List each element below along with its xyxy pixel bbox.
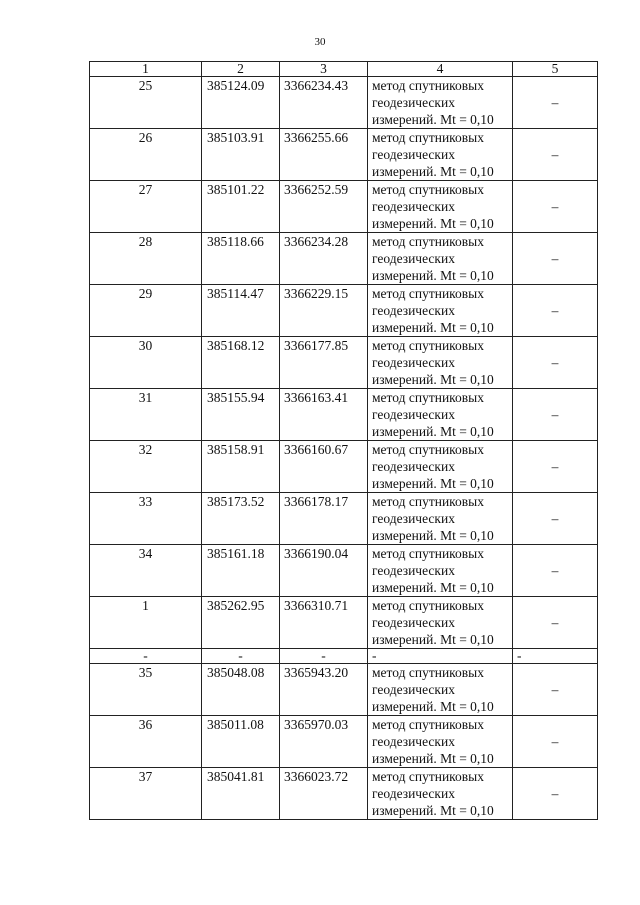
note-cell: – bbox=[513, 597, 598, 649]
separator-cell: - bbox=[368, 649, 513, 664]
point-number-cell: 25 bbox=[90, 77, 202, 129]
y-coordinate-cell: 3366178.17 bbox=[280, 493, 368, 545]
method-cell: метод спутниковых геодезических измерений. Mt = 0,10 bbox=[368, 597, 513, 649]
x-coordinate-cell: 385048.08 bbox=[202, 664, 280, 716]
x-coordinate-cell: 385011.08 bbox=[202, 716, 280, 768]
y-coordinate-cell: 3366190.04 bbox=[280, 545, 368, 597]
y-coordinate-cell: 3366234.28 bbox=[280, 233, 368, 285]
method-cell: метод спутниковых геодезических измерений. Mt = 0,10 bbox=[368, 233, 513, 285]
note-cell: – bbox=[513, 441, 598, 493]
header-col-5: 5 bbox=[513, 62, 598, 77]
method-cell: метод спутниковых геодезических измерений. Mt = 0,10 bbox=[368, 545, 513, 597]
table-row bbox=[90, 337, 598, 389]
table-row bbox=[90, 389, 598, 441]
y-coordinate-cell: 3366252.59 bbox=[280, 181, 368, 233]
table-header-row bbox=[90, 62, 598, 77]
separator-cell: - bbox=[90, 649, 202, 664]
method-cell: метод спутниковых геодезических измерений. Mt = 0,10 bbox=[368, 768, 513, 820]
note-cell: – bbox=[513, 285, 598, 337]
method-cell: метод спутниковых геодезических измерений. Mt = 0,10 bbox=[368, 664, 513, 716]
note-cell: – bbox=[513, 545, 598, 597]
method-cell: метод спутниковых геодезических измерений. Mt = 0,10 bbox=[368, 77, 513, 129]
table-row bbox=[90, 493, 598, 545]
y-coordinate-cell: 3366229.15 bbox=[280, 285, 368, 337]
note-cell: – bbox=[513, 493, 598, 545]
separator-cell: - bbox=[202, 649, 280, 664]
method-cell: метод спутниковых геодезических измерений. Mt = 0,10 bbox=[368, 181, 513, 233]
x-coordinate-cell: 385118.66 bbox=[202, 233, 280, 285]
method-cell: метод спутниковых геодезических измерений. Mt = 0,10 bbox=[368, 337, 513, 389]
x-coordinate-cell: 385041.81 bbox=[202, 768, 280, 820]
header-col-1: 1 bbox=[90, 62, 202, 77]
x-coordinate-cell: 385161.18 bbox=[202, 545, 280, 597]
x-coordinate-cell: 385155.94 bbox=[202, 389, 280, 441]
note-cell: – bbox=[513, 181, 598, 233]
y-coordinate-cell: 3366163.41 bbox=[280, 389, 368, 441]
table-row bbox=[90, 129, 598, 181]
coordinates-table bbox=[89, 61, 598, 820]
point-number-cell: 29 bbox=[90, 285, 202, 337]
table-row bbox=[90, 77, 598, 129]
note-cell: – bbox=[513, 337, 598, 389]
point-number-cell: 31 bbox=[90, 389, 202, 441]
note-cell: – bbox=[513, 389, 598, 441]
y-coordinate-cell: 3366177.85 bbox=[280, 337, 368, 389]
table-row bbox=[90, 233, 598, 285]
x-coordinate-cell: 385262.95 bbox=[202, 597, 280, 649]
header-col-4: 4 bbox=[368, 62, 513, 77]
table-row bbox=[90, 716, 598, 768]
point-number-cell: 1 bbox=[90, 597, 202, 649]
point-number-cell: 33 bbox=[90, 493, 202, 545]
separator-cell: - bbox=[513, 649, 598, 664]
y-coordinate-cell: 3366255.66 bbox=[280, 129, 368, 181]
table-row bbox=[90, 664, 598, 716]
point-number-cell: 28 bbox=[90, 233, 202, 285]
table-row bbox=[90, 768, 598, 820]
method-cell: метод спутниковых геодезических измерений. Mt = 0,10 bbox=[368, 389, 513, 441]
x-coordinate-cell: 385114.47 bbox=[202, 285, 280, 337]
x-coordinate-cell: 385124.09 bbox=[202, 77, 280, 129]
y-coordinate-cell: 3365943.20 bbox=[280, 664, 368, 716]
note-cell: – bbox=[513, 716, 598, 768]
y-coordinate-cell: 3365970.03 bbox=[280, 716, 368, 768]
header-col-2: 2 bbox=[202, 62, 280, 77]
point-number-cell: 30 bbox=[90, 337, 202, 389]
method-cell: метод спутниковых геодезических измерений. Mt = 0,10 bbox=[368, 441, 513, 493]
table-row bbox=[90, 545, 598, 597]
note-cell: – bbox=[513, 664, 598, 716]
method-cell: метод спутниковых геодезических измерений. Mt = 0,10 bbox=[368, 493, 513, 545]
table-row bbox=[90, 285, 598, 337]
page-number: 30 bbox=[314, 36, 326, 48]
y-coordinate-cell: 3366160.67 bbox=[280, 441, 368, 493]
point-number-cell: 35 bbox=[90, 664, 202, 716]
x-coordinate-cell: 385168.12 bbox=[202, 337, 280, 389]
note-cell: – bbox=[513, 129, 598, 181]
note-cell: – bbox=[513, 233, 598, 285]
point-number-cell: 26 bbox=[90, 129, 202, 181]
table-row bbox=[90, 441, 598, 493]
point-number-cell: 32 bbox=[90, 441, 202, 493]
method-cell: метод спутниковых геодезических измерений. Mt = 0,10 bbox=[368, 716, 513, 768]
point-number-cell: 27 bbox=[90, 181, 202, 233]
x-coordinate-cell: 385158.91 bbox=[202, 441, 280, 493]
y-coordinate-cell: 3366234.43 bbox=[280, 77, 368, 129]
method-cell: метод спутниковых геодезических измерений. Mt = 0,10 bbox=[368, 129, 513, 181]
x-coordinate-cell: 385103.91 bbox=[202, 129, 280, 181]
separator-cell: - bbox=[280, 649, 368, 664]
table-row bbox=[90, 597, 598, 649]
table-row bbox=[90, 181, 598, 233]
y-coordinate-cell: 3366023.72 bbox=[280, 768, 368, 820]
separator-row bbox=[90, 649, 598, 664]
note-cell: – bbox=[513, 77, 598, 129]
point-number-cell: 37 bbox=[90, 768, 202, 820]
point-number-cell: 34 bbox=[90, 545, 202, 597]
x-coordinate-cell: 385173.52 bbox=[202, 493, 280, 545]
header-col-3: 3 bbox=[280, 62, 368, 77]
y-coordinate-cell: 3366310.71 bbox=[280, 597, 368, 649]
method-cell: метод спутниковых геодезических измерений. Mt = 0,10 bbox=[368, 285, 513, 337]
x-coordinate-cell: 385101.22 bbox=[202, 181, 280, 233]
note-cell: – bbox=[513, 768, 598, 820]
point-number-cell: 36 bbox=[90, 716, 202, 768]
